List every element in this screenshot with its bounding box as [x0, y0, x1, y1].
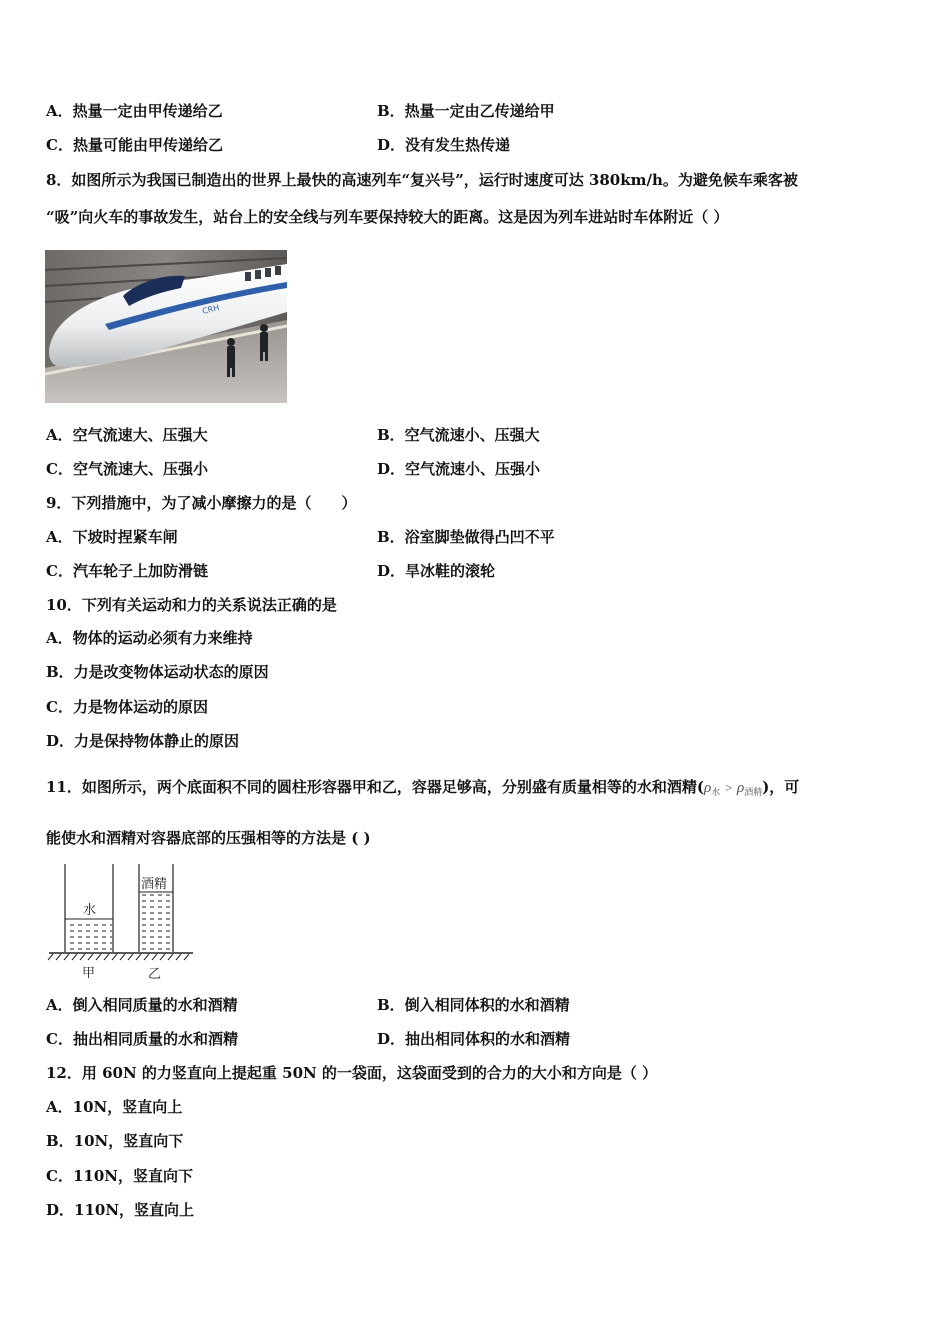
q11-stem-line1: [46, 777, 799, 802]
q11-option-c: C．抽出相同质量的水和酒精: [46, 1030, 238, 1048]
q11-option-a: A．倒入相同质量的水和酒精: [46, 996, 238, 1014]
q8-stem-line1: 8．如图所示为我国已制造出的世界上最快的高速列车“复兴号”，运行时速度可达 380km/h。为避免候车乘客被: [46, 171, 798, 189]
water-liquid: [66, 919, 112, 952]
q10-option-a: A．物体的运动必须有力来维持: [46, 629, 253, 647]
q10-option-d: D．力是保持物体静止的原因: [46, 732, 240, 750]
q9-option-b: B．浴室脚垫做得凸凹不平: [377, 528, 555, 546]
q12-option-c: C．110N，竖直向下: [46, 1167, 193, 1185]
rho-alcohol-subscript: 酒精: [744, 787, 763, 797]
label-yi: 乙: [148, 967, 162, 982]
train-photo: [45, 250, 287, 403]
rho-symbol: ρ: [703, 780, 712, 796]
q12-option-a: A．10N，竖直向上: [46, 1098, 183, 1116]
water-label: 水: [83, 903, 97, 918]
q8-option-a: A．空气流速大、压强大: [46, 426, 208, 444]
q9-option-c: C．汽车轮子上加防滑链: [46, 562, 208, 580]
q11-stem-post: )，可: [762, 778, 800, 796]
label-jia: 甲: [82, 966, 96, 981]
rho-water: [704, 780, 720, 796]
q9-option-d: D．旱冰鞋的滚轮: [377, 562, 496, 580]
q7-option-b: B．热量一定由乙传递给甲: [377, 102, 555, 120]
containers-figure: [45, 862, 195, 984]
q9-option-a: A．下坡时捏紧车闸: [46, 528, 178, 546]
q8-option-b: B．空气流速小、压强大: [377, 426, 540, 444]
rho-water-subscript: 水: [711, 787, 721, 797]
q9-stem: 9．下列措施中，为了减小摩擦力的是（ ）: [46, 494, 357, 512]
q11-option-b: B．倒入相同体积的水和酒精: [377, 996, 570, 1014]
q12-option-d: D．110N，竖直向上: [46, 1201, 195, 1219]
train-logo: CRH: [201, 303, 221, 316]
ground-hatching: [48, 954, 189, 960]
q11-option-d: D．抽出相同体积的水和酒精: [377, 1030, 571, 1048]
alcohol-liquid: [140, 892, 172, 952]
q12-stem: 12．用 60N 的力竖直向上提起重 50N 的一袋面，这袋面受到的合力的大小和方向是（ ）: [46, 1064, 658, 1082]
rho-symbol: ρ: [736, 780, 745, 796]
q7-option-d: D．没有发生热传递: [377, 136, 511, 154]
alcohol-label: 酒精: [141, 877, 168, 892]
q11-stem-line2: 能使水和酒精对容器底部的压强相等的方法是 ( ): [46, 829, 371, 847]
rho-alcohol: [737, 780, 762, 796]
q7-option-c: C．热量可能由甲传递给乙: [46, 136, 223, 154]
q10-option-b: B．力是改变物体运动状态的原因: [46, 663, 269, 681]
greater-than-sign: >: [724, 780, 733, 795]
q8-option-c: C．空气流速大、压强小: [46, 460, 208, 478]
q7-option-a: A．热量一定由甲传递给乙: [46, 102, 223, 120]
q12-option-b: B．10N，竖直向下: [46, 1132, 184, 1150]
q8-option-d: D．空气流速小、压强小: [377, 460, 541, 478]
q11-stem-pre: 11．如图所示，两个底面积不同的圆柱形容器甲和乙，容器足够高，分别盛有质量相等的水和酒精(: [46, 778, 704, 796]
q10-stem: 10．下列有关运动和力的关系说法正确的是: [46, 596, 337, 614]
q8-stem-line2: “吸”向火车的事故发生，站台上的安全线与列车要保持较大的距离。这是因为列车进站时车体附近（ ）: [46, 208, 729, 226]
q10-option-c: C．力是物体运动的原因: [46, 698, 208, 716]
